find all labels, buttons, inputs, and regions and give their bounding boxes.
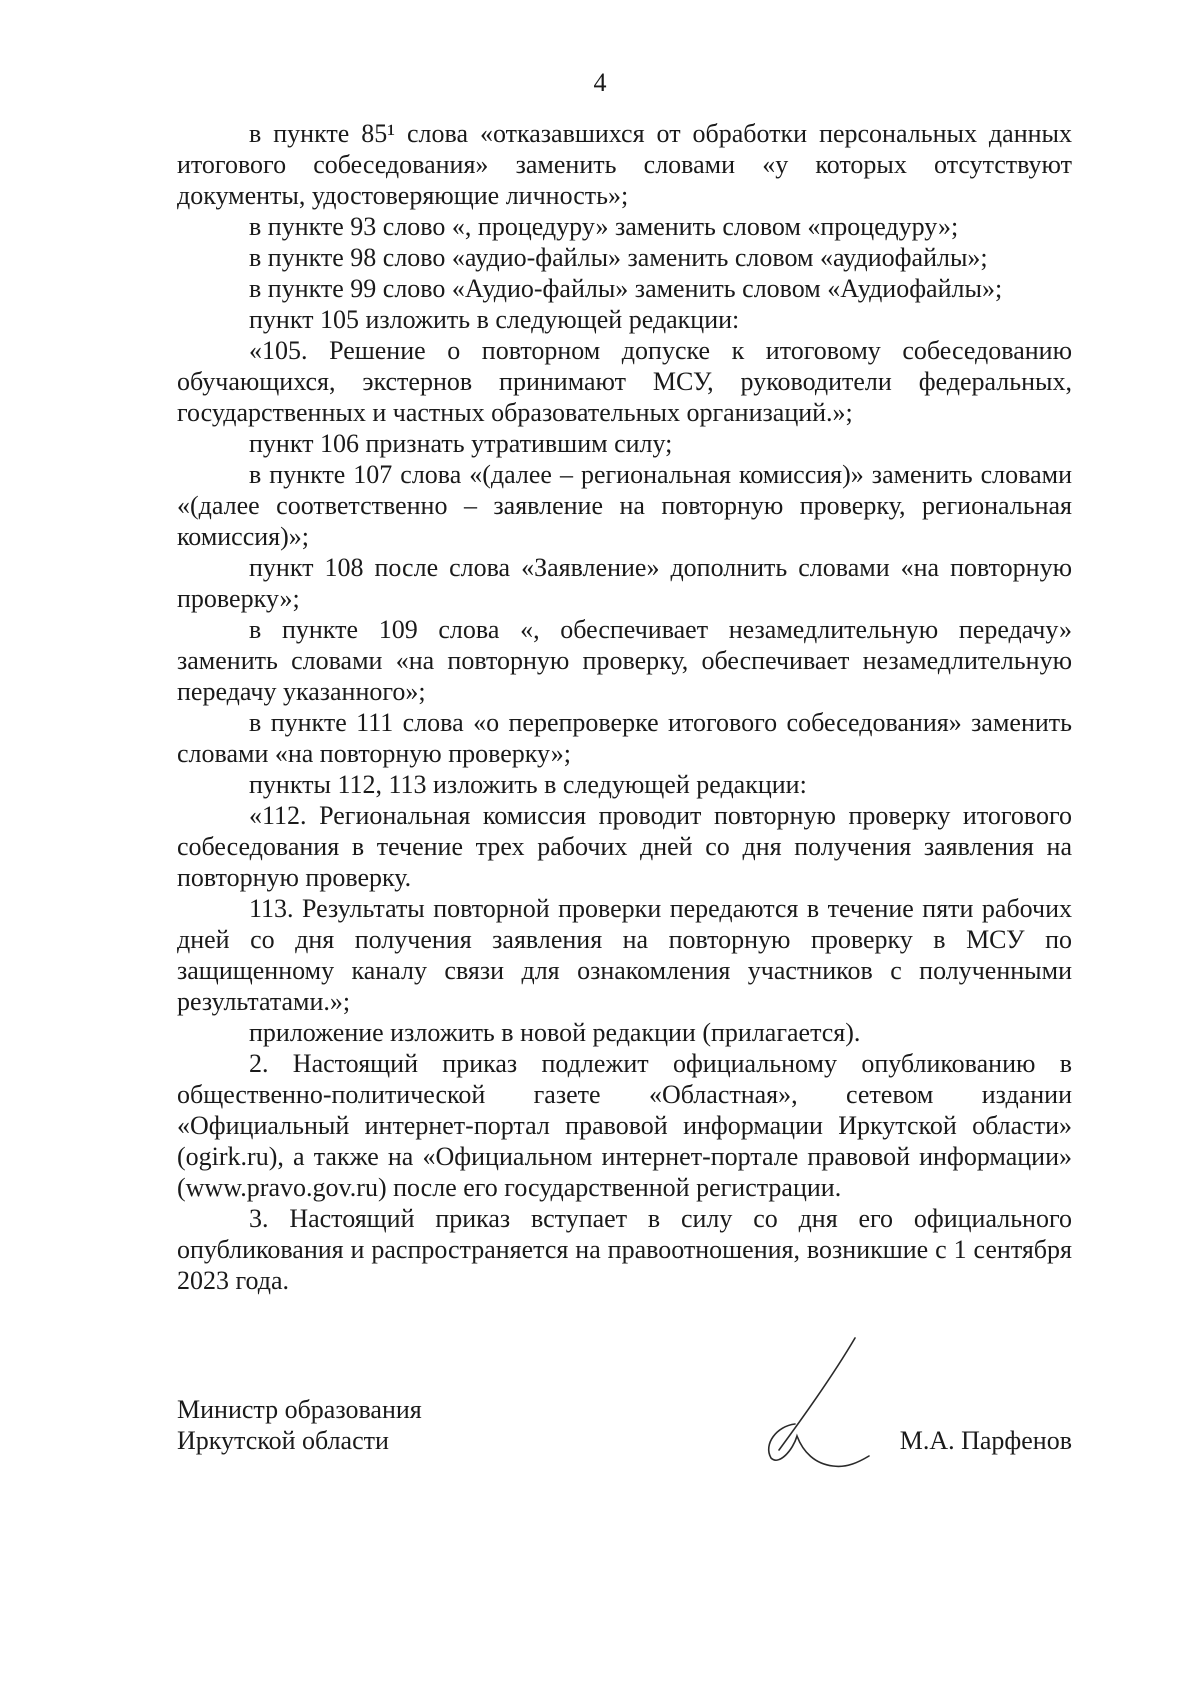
paragraph: приложение изложить в новой редакции (прилагается).	[249, 1018, 861, 1047]
paragraph: в пункте 107 слова «(далее – региональная комиссия)» заменить словами «(далее соответственно – заявление на повторную проверку, региональная комиссия)»;	[177, 460, 1072, 551]
paragraph: в пункте 109 слова «, обеспечивает незамедлительную передачу» заменить словами «на повторную проверку, обеспечивает незамедлительную передачу указанного»;	[177, 615, 1072, 706]
paragraph: 3. Настоящий приказ вступает в силу со дня его официального опубликования и распространяется на правоотношения, возникшие с 1 сентября 2023 года.	[177, 1204, 1072, 1295]
signature-block	[177, 1394, 1072, 1514]
signatory-name: М.А. Парфенов	[899, 1426, 1072, 1455]
signatory-position-line1: Министр образования	[177, 1395, 422, 1424]
handwritten-signature	[737, 1332, 887, 1482]
paragraph: в пункте 99 слово «Аудио-файлы» заменить словом «Аудиофайлы»;	[249, 274, 1003, 303]
paragraph: 2. Настоящий приказ подлежит официальному опубликованию в общественно-политической газете «Областная», сетевом издании «Официальный интернет-портал правовой информации Иркутской области» (ogirk.ru), а также на «Официальном интернет-портале правовой информации» (www.pravo.gov.ru) после его государственной регистрации.	[177, 1049, 1072, 1202]
signatory-position-line2: Иркутской области	[177, 1426, 389, 1455]
paragraph: «105. Решение о повторном допуске к итоговому собеседованию обучающихся, экстернов принимают МСУ, руководители федеральных, государственных и частных образовательных организаций.»;	[177, 336, 1072, 427]
paragraph: в пункте 93 слово «, процедуру» заменить словом «процедуру»;	[249, 212, 959, 241]
signatory-position	[177, 1394, 422, 1456]
document-body	[177, 118, 1072, 1296]
paragraph: «112. Региональная комиссия проводит повторную проверку итогового собеседования в течение трех рабочих дней со дня получения заявления на повторную проверку.	[177, 801, 1072, 892]
paragraph: в пункте 111 слова «о перепроверке итогового собеседования» заменить словами «на повторную проверку»;	[177, 708, 1072, 768]
page-number: 4	[593, 68, 607, 97]
paragraph: пункт 108 после слова «Заявление» дополнить словами «на повторную проверку»;	[177, 553, 1072, 613]
paragraph: пункты 112, 113 изложить в следующей редакции:	[249, 770, 807, 799]
paragraph: пункт 106 признать утратившим силу;	[249, 429, 673, 458]
paragraph: пункт 105 изложить в следующей редакции:	[249, 305, 740, 334]
paragraph: в пункте 98 слово «аудио-файлы» заменить словом «аудиофайлы»;	[249, 243, 988, 272]
paragraph: в пункте 85¹ слова «отказавшихся от обработки персональных данных итогового собеседования» заменить словами «у которых отсутствуют документы, удостоверяющие личность»;	[177, 119, 1072, 210]
paragraph: 113. Результаты повторной проверки передаются в течение пяти рабочих дней со дня получения заявления на повторную проверку в МСУ по защищенному каналу связи для ознакомления участников с полученными результатами.»;	[177, 894, 1072, 1016]
